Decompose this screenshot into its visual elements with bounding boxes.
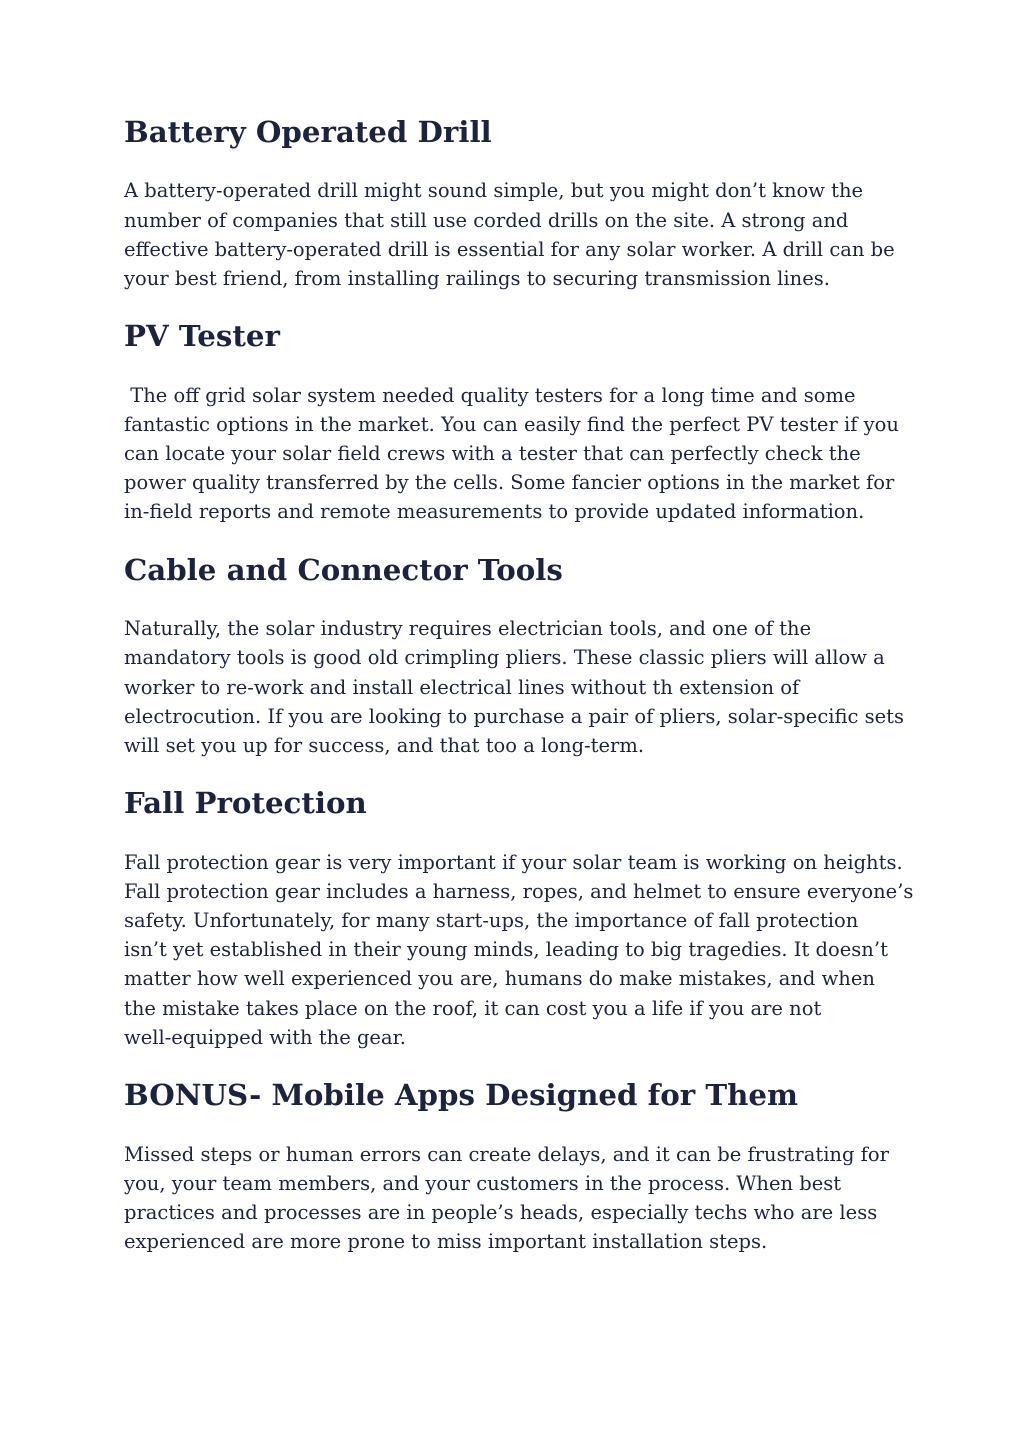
paragraph-line: mandatory tools is good old crimpling pliers. These classic pliers will allow a [124,646,885,670]
paragraph-line: in-field reports and remote measurements to provide updated information. [124,500,865,524]
paragraph-line: safety. Unfortunately, for many start-ups, the importance of fall protection [124,909,859,933]
paragraph-line: worker to re-work and install electrical lines without th extension of [124,675,800,699]
paragraph-line: you, your team members, and your customers in the process. When best [124,1171,842,1195]
section-heading: Fall Protection [124,786,367,821]
paragraph-line: fantastic options in the market. You can easily find the perfect PV tester if you [124,412,899,436]
paragraph-line: isn’t yet established in their young minds, leading to big tragedies. It doesn’t [124,938,888,962]
spacer [124,1052,924,1081]
paragraph-line: Missed steps or human errors can create delays, and it can be frustrating for [124,1142,889,1166]
paragraph-line: practices and processes are in people’s heads, especially techs who are less [124,1200,878,1224]
paragraph-line: A battery-operated drill might sound simple, but you might don’t know the [124,179,864,203]
paragraph-line: matter how well experienced you are, humans do make mistakes, and when [124,967,875,991]
paragraph-line: Fall protection gear is very important if your solar team is working on heights. [124,850,903,874]
document-page [124,115,924,1256]
paragraph-line: electrocution. If you are looking to purchase a pair of pliers, solar-specific sets [124,704,904,728]
paragraph-line: Fall protection gear includes a harness, ropes, and helmet to ensure everyone’s [124,879,914,903]
paragraph-line: number of companies that still use corded drills on the site. A strong and [124,208,849,232]
spacer [124,527,924,556]
paragraph-line: the mistake takes place on the roof, it can cost you a life if you are not [124,996,822,1020]
section-heading: BONUS- Mobile Apps Designed for Them [124,1078,798,1113]
paragraph-line: will set you up for success, and that too a long-term. [124,733,645,757]
paragraph-line: well-equipped with the gear. [124,1025,406,1049]
paragraph-line: power quality transferred by the cells. Some fancier options in the market for [124,471,895,495]
section-heading: Battery Operated Drill [124,115,492,149]
section-paragraph [124,176,924,293]
section-heading: Cable and Connector Tools [124,552,563,587]
paragraph-line: Naturally, the solar industry requires electrician tools, and one of the [124,617,812,641]
section-paragraph [124,614,924,760]
paragraph-line: can locate your solar field crews with a tester that can perfectly check the [124,442,861,466]
spacer [124,585,924,614]
spacer [124,1110,924,1139]
paragraph-line: your best friend, from installing railings to securing transmission lines. [124,266,830,290]
paragraph-line: effective battery-operated drill is essential for any solar worker. A drill can be [124,237,895,261]
section-paragraph [124,1140,924,1257]
paragraph-line: experienced are more prone to miss important installation steps. [124,1230,768,1254]
spacer [124,760,924,789]
spacer [124,352,924,381]
spacer [124,293,924,322]
section-paragraph [124,381,924,527]
section-heading: PV Tester [124,319,280,354]
section-paragraph [124,848,924,1052]
spacer [124,147,924,176]
spacer [124,819,924,848]
paragraph-line: The off grid solar system needed quality testers for a long time and some [124,383,856,407]
